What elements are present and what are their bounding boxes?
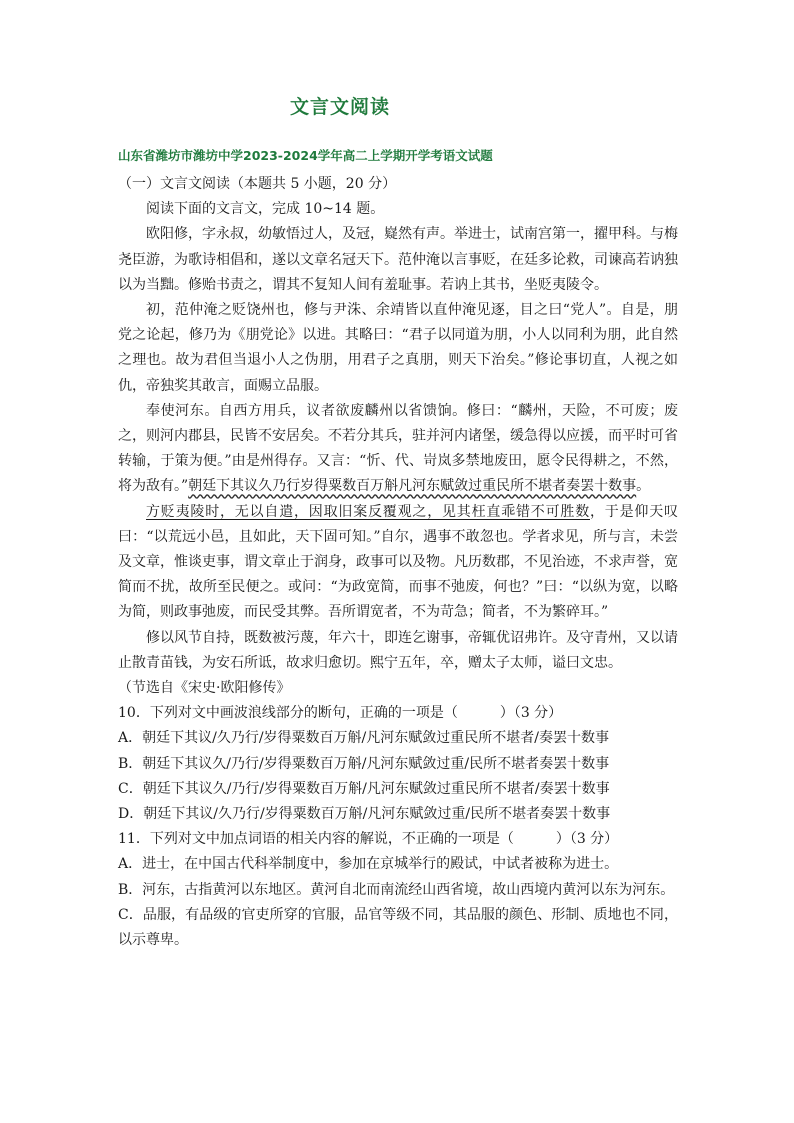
- document-body: [118, 172, 678, 953]
- passage-paragraph-3: 奉使河东。自西方用兵，议者欲废麟州以省馈饷。修曰：“麟州，天险，不可废；废之，则河内郡县，民皆不安居矣。不若分其兵，驻并河内诸堡，缓急得以应援，而平时可省转输，于策为便。”由是州得存。又言：“忻、代、岢岚多禁地废田，愿令民得耕之，不然，将为敌有。”朝廷下其议久乃行岁得粟数百万斛凡河东赋敛过重民所不堪者奏罢十数事。: [118, 402, 678, 495]
- section-heading: （一）文言文阅读（本题共 5 小题，20 分）: [118, 176, 397, 192]
- document-title: 文言文阅读: [290, 96, 391, 118]
- question-11-option-b: B．河东，古指黄河以东地区。黄河自北而南流经山西省境，故山西境内黄河以东为河东。: [118, 881, 675, 898]
- question-10-option-d: D．朝廷下其议/久乃行/岁得粟数百万斛/凡河东赋敛过重/民所不堪者奏罢十数事: [118, 806, 611, 823]
- question-10-option-b: B．朝廷下其议久/乃行/岁得粟数百万斛/凡河东赋敛过重/民所不堪者奏罢十数事: [118, 755, 610, 772]
- question-10-stem: 10．下列对文中画波浪线部分的断句，正确的一项是（ ）（3 分）: [118, 705, 563, 722]
- question-10-option-c: C．朝廷下其议久/乃行/岁得粟数百万斛/凡河东赋敛过重民所不堪者/奏罢十数事: [118, 780, 610, 797]
- underlined-sentence: 方贬夷陵时，无以自遣，因取旧案反覆观之，见其枉直乖错不可胜数: [146, 503, 590, 520]
- question-11-option-a: A．进士，在中国古代科举制度中，参加在京城举行的殿试，中试者被称为进士。: [118, 856, 619, 873]
- source-line: 山东省潍坊市潍坊中学2023-2024学年高二上学期开学考语文试题: [118, 148, 493, 163]
- citation: （节选自《宋史·欧阳修传》: [118, 680, 291, 697]
- passage-paragraph-5: 修以风节自持，既数被污蔑，年六十，即连乞谢事，帝辄优诏弗许。及守青州，又以请止散青苗钱，为安石所诋，故求归愈切。熙宁五年，卒，赠太子太师，谥曰文忠。: [118, 629, 678, 671]
- wavy-underlined-text: 朝廷下其议久乃行岁得粟数百万斛凡河东赋敛过重民所不堪者奏罢十数事: [188, 478, 637, 495]
- question-11-option-c: C．品服，有品级的官吏所穿的官服，品官等级不同，其品服的颜色、形制、质地也不同，以示尊卑。: [118, 906, 678, 949]
- passage-paragraph-2: 初，范仲淹之贬饶州也，修与尹洙、余靖皆以直仲淹见逐，目之曰“党人”。自是，朋党之论起，修乃为《朋党论》以进。其略曰：“君子以同道为朋，小人以同利为朋，此自然之理也。故为君但当退小人之伪朋，用君子之真朋，则天下治矣。”修论事切直，人视之如仇，帝独奖其敢言，面赐立品服。: [118, 302, 678, 394]
- question-10-option-a: A．朝廷下其议/久乃行/岁得粟数百万斛/凡河东赋敛过重民所不堪者/奏罢十数事: [118, 730, 609, 747]
- instruction: 阅读下面的文言文，完成 10~14 题。: [146, 201, 385, 218]
- passage-paragraph-4: [118, 500, 678, 626]
- passage-paragraph-1: 欧阳修，字永叔，幼敏悟过人，及冠，嶷然有声。举进士，试南宫第一，擢甲科。与梅尧臣游，为歌诗相倡和，遂以文章名冠天下。范仲淹以言事贬，在廷多论救，司谏高若讷独以为当黜。修贻书责之，谓其不复知人间有羞耻事。若讷上其书，坐贬夷陵令。: [118, 226, 678, 293]
- passage-paragraph-4-text: ，于是仰天叹曰：“以荒远小邑，且如此，天下固可知。”自尔，遇事不敢忽也。学者求见，所与言，未尝及文章，惟谈吏事，谓文章止于润身，政事可以及物。凡历数郡，不见治迹，不求声誉，宽简而不扰，故所至民便之。或问：“为政宽简，而事不弛废，何也？”曰：“以纵为宽，以略为简，则政事弛废，而民受其弊。吾所谓宽者，不为苛急；简者，不为繁碎耳。”: [118, 503, 678, 621]
- question-11-stem: 11．下列对文中加点词语的相关内容的解说，不正确的一项是（ ）（3 分）: [118, 831, 619, 848]
- passage-paragraph-3-text: 奉使河东。自西方用兵，议者欲废麟州以省馈饷。修曰：“麟州，天险，不可废；废之，则河内郡县，民皆不安居矣。不若分其兵，驻并河内诸堡，缓急得以应援，而平时可省转输，于策为便。”由是州得存。又言：“忻、代、岢岚多禁地废田，愿令民得耕之，不然，将为敌有。”: [118, 402, 678, 495]
